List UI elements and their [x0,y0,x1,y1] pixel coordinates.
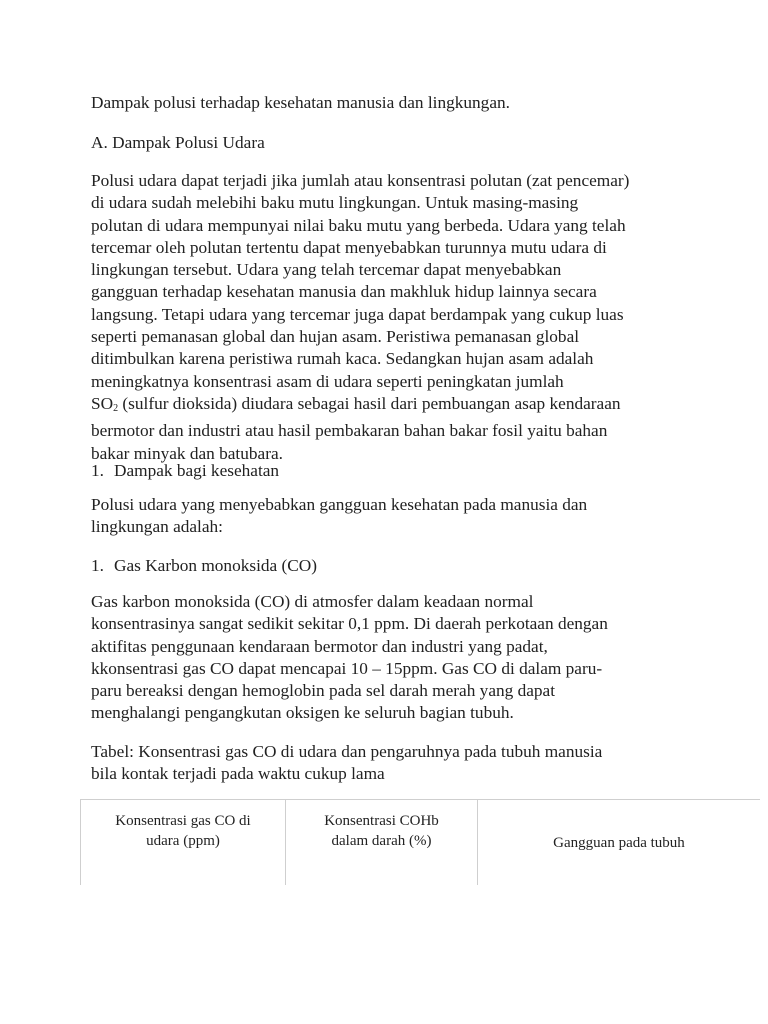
list-item-label: Gas Karbon monoksida (CO) [114,556,318,575]
table-header-row [81,800,761,886]
paragraph-line: lingkungan adalah: [91,517,223,537]
header-line: Gangguan pada tubuh [553,834,685,851]
table-caption-line: bila kontak terjadi pada waktu cukup lama [91,764,385,784]
paragraph-line: bakar minyak dan batubara. [91,443,283,463]
paragraph-line: seperti pemanasan global dan hujan asam. Peristiwa pemanasan global [91,327,580,347]
paragraph-air-pollution [91,170,691,465]
paragraph-line: gangguan terhadap kesehatan manusia dan makhluk hidup lainnya secara [91,282,597,302]
paragraph-line: aktifitas penggunaan kendaraan bermotor dan industri yang padat, [91,636,548,656]
co-concentration-table [80,799,760,885]
header-line: udara (ppm) [146,833,220,849]
paragraph-line: kkonsentrasi gas CO dapat mencapai 10 – 15ppm. Gas CO di dalam paru- [91,658,603,678]
paragraph-line: Polusi udara dapat terjadi jika jumlah atau konsentrasi polutan (zat pencemar) [91,171,630,190]
so2-sentence: (sulfur dioksida) diudara sebagai hasil dari pembuangan asap kendaraan [118,393,621,413]
list-item-number: 1. [91,556,104,575]
so2-subscript: 2 [113,402,119,414]
header-line: Konsentrasi gas CO di [115,813,251,829]
header-line: Konsentrasi COHb [324,813,439,829]
list-item-number: 1. [91,461,104,480]
paragraph-health-intro [91,494,691,539]
paragraph-line: polutan di udara mempunyai nilai baku mutu yang berbeda. Udara yang telah [91,215,626,235]
paragraph-line: langsung. Tetapi udara yang tercemar juga dapat berdampak yang cukup luas [91,304,624,324]
list-item-label: Dampak bagi kesehatan [114,461,280,480]
paragraph-carbon-monoxide [91,591,691,725]
paragraph-line: konsentrasinya sangat sedikit sekitar 0,1 ppm. Di daerah perkotaan dengan [91,614,608,634]
paragraph-line: Polusi udara yang menyebabkan gangguan kesehatan pada manusia dan [91,495,588,514]
paragraph-line: ditimbulkan karena peristiwa rumah kaca. Sedangkan hujan asam adalah [91,349,594,369]
table-header-cell-co-air [81,800,286,886]
table-header-cell-cohb-blood [286,800,478,886]
table-header-cell-body-effects [478,800,761,886]
so2-formula: SO [91,393,114,413]
paragraph-line: lingkungan tersebut. Udara yang telah tercemar dapat menyebabkan [91,260,562,280]
document-title [91,92,691,114]
section-heading-a [91,132,691,154]
table-caption [91,741,691,786]
document-title-text: Dampak polusi terhadap kesehatan manusia dan lingkungan. [91,93,510,112]
paragraph-line-so2 [91,393,691,420]
paragraph-line: Gas karbon monoksida (CO) di atmosfer dalam keadaan normal [91,592,534,611]
paragraph-line: tercemar oleh polutan tertentu dapat menyebabkan turunnya mutu udara di [91,237,607,257]
paragraph-line: paru bereaksi dengan hemoglobin pada sel darah merah yang dapat [91,681,556,701]
list-item-carbon-monoxide [91,555,691,577]
paragraph-line: bermotor dan industri atau hasil pembakaran bahan bakar fosil yaitu bahan [91,421,608,441]
table-caption-line: Tabel: Konsentrasi gas CO di udara dan pengaruhnya pada tubuh manusia [91,742,603,761]
list-item-health-impact [91,460,691,482]
paragraph-line: menghalangi pengangkutan oksigen ke seluruh bagian tubuh. [91,703,514,723]
header-line: dalam darah (%) [331,833,432,849]
paragraph-line: di udara sudah melebihi baku mutu lingkungan. Untuk masing-masing [91,193,579,213]
paragraph-line: meningkatnya konsentrasi asam di udara seperti peningkatan jumlah [91,371,564,391]
section-heading-a-text: A. Dampak Polusi Udara [91,133,265,152]
